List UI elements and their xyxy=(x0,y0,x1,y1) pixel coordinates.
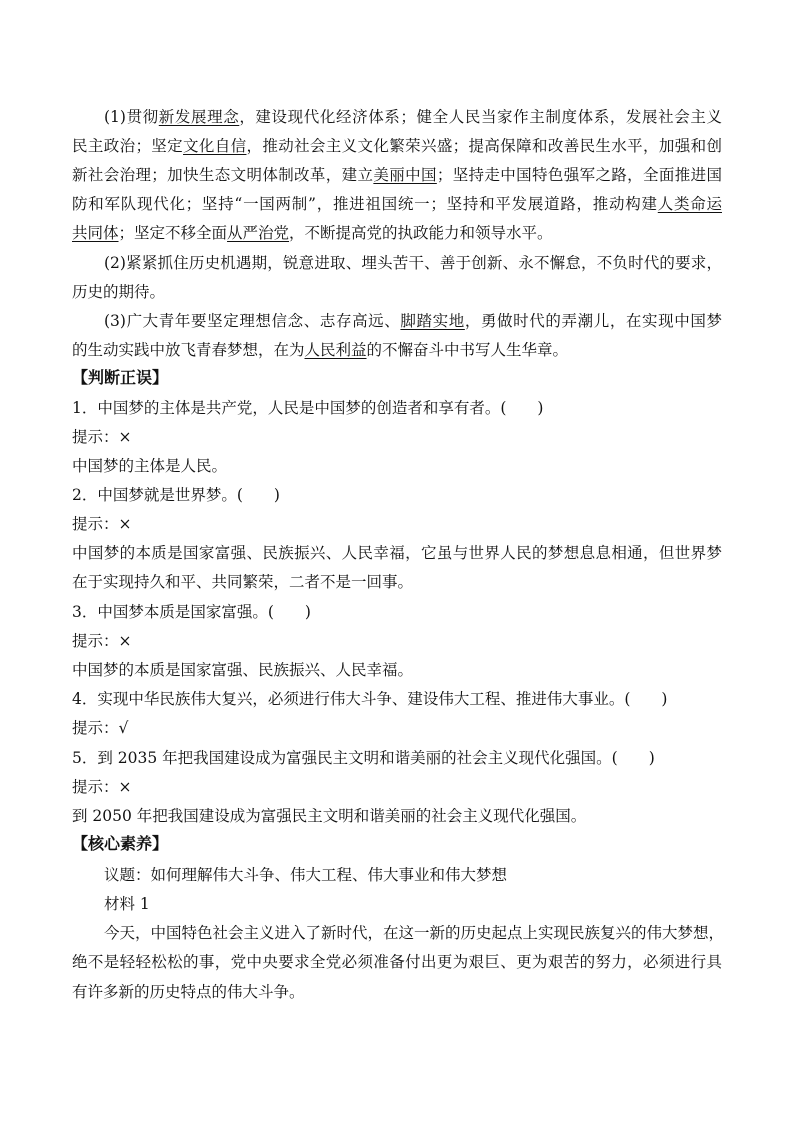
hint-4: 提示：√ xyxy=(72,719,129,737)
paragraph-line-8: (3)广大青年要坚定理想信念、志存高远、脚踏实地，勇做时代的弄潮儿，在实现中国梦 xyxy=(104,312,722,330)
underlined-term: 从严治党 xyxy=(227,224,290,242)
paragraph-line-6: (2)紧紧抓住历史机遇期，锐意进取、埋头苦干、善于创新、永不懈怠，不负时代的要求， xyxy=(104,254,722,272)
question-3: 3．中国梦本质是国家富强。( ) xyxy=(72,603,311,621)
material-line-2: 绝不是轻轻松松的事，党中央要求全党必须准备付出更为艰巨、更为艰苦的努力，必须进行具 xyxy=(72,953,722,971)
underlined-term: 美丽中国 xyxy=(373,166,437,184)
material-label: 材料 1 xyxy=(104,895,150,913)
underlined-term: 脚踏实地 xyxy=(400,312,465,330)
question-1: 1．中国梦的主体是共产党，人民是中国梦的创造者和享有者。( ) xyxy=(72,399,544,417)
question-2: 2．中国梦就是世界梦。( ) xyxy=(72,486,280,504)
material-line-1: 今天，中国特色社会主义进入了新时代，在这一新的历史起点上实现民族复兴的伟大梦想， xyxy=(104,924,725,942)
explanation-3: 中国梦的本质是国家富强、民族振兴、人民幸福。 xyxy=(72,661,414,679)
explanation-1: 中国梦的主体是人民。 xyxy=(72,457,228,475)
paragraph-line-5: 共同体；坚定不移全面从严治党，不断提高党的执政能力和领导水平。 xyxy=(72,224,553,242)
paragraph-line-3: 新社会治理；加快生态文明体制改革，建立美丽中国；坚持走中国特色强军之路，全面推进国 xyxy=(72,166,722,184)
material-line-3: 有许多新的历史特点的伟大斗争。 xyxy=(72,983,305,1001)
explanation-5: 到 2050 年把我国建设成为富强民主文明和谐美丽的社会主义现代化强国。 xyxy=(72,807,587,825)
section-heading-core: 【核心素养】 xyxy=(72,834,169,853)
underlined-term: 文化自信 xyxy=(183,137,247,155)
underlined-term: 共同体 xyxy=(72,224,119,242)
question-4: 4．实现中华民族伟大复兴，必须进行伟大斗争、建设伟大工程、推进伟大事业。( ) xyxy=(72,690,668,708)
hint-1: 提示：× xyxy=(72,428,132,446)
explanation-2b: 在于实现持久和平、共同繁荣，二者不是一回事。 xyxy=(72,573,414,591)
section-heading-judge: 【判断正误】 xyxy=(72,368,169,387)
explanation-2a: 中国梦的本质是国家富强、民族振兴、人民幸福，它虽与世界人民的梦想息息相通，但世界梦 xyxy=(72,544,722,562)
hint-3: 提示：× xyxy=(72,632,132,650)
paragraph-line-7: 历史的期待。 xyxy=(72,283,166,301)
topic-line: 议题：如何理解伟大斗争、伟大工程、伟大事业和伟大梦想 xyxy=(104,866,508,884)
hint-5: 提示：× xyxy=(72,778,132,796)
paragraph-line-9: 的生动实践中放飞青春梦想，在为人民利益的不懈奋斗中书写人生华章。 xyxy=(72,341,569,359)
paragraph-line-4: 防和军队现代化；坚持“一国两制”，推进祖国统一；坚持和平发展道路，推动构建人类命运 xyxy=(72,195,722,213)
underlined-term: 人类命运 xyxy=(657,195,722,213)
paragraph-line-1: (1)贯彻新发展理念，建设现代化经济体系；健全人民当家作主制度体系，发展社会主义 xyxy=(104,108,722,126)
question-5: 5．到 2035 年把我国建设成为富强民主文明和谐美丽的社会主义现代化强国。( ) xyxy=(72,749,655,767)
hint-2: 提示：× xyxy=(72,515,132,533)
underlined-term: 新发展理念 xyxy=(158,108,240,126)
paragraph-line-2: 民主政治；坚定文化自信，推动社会主义文化繁荣兴盛；提高保障和改善民生水平，加强和创 xyxy=(72,137,722,155)
underlined-term: 人民利益 xyxy=(304,341,367,359)
